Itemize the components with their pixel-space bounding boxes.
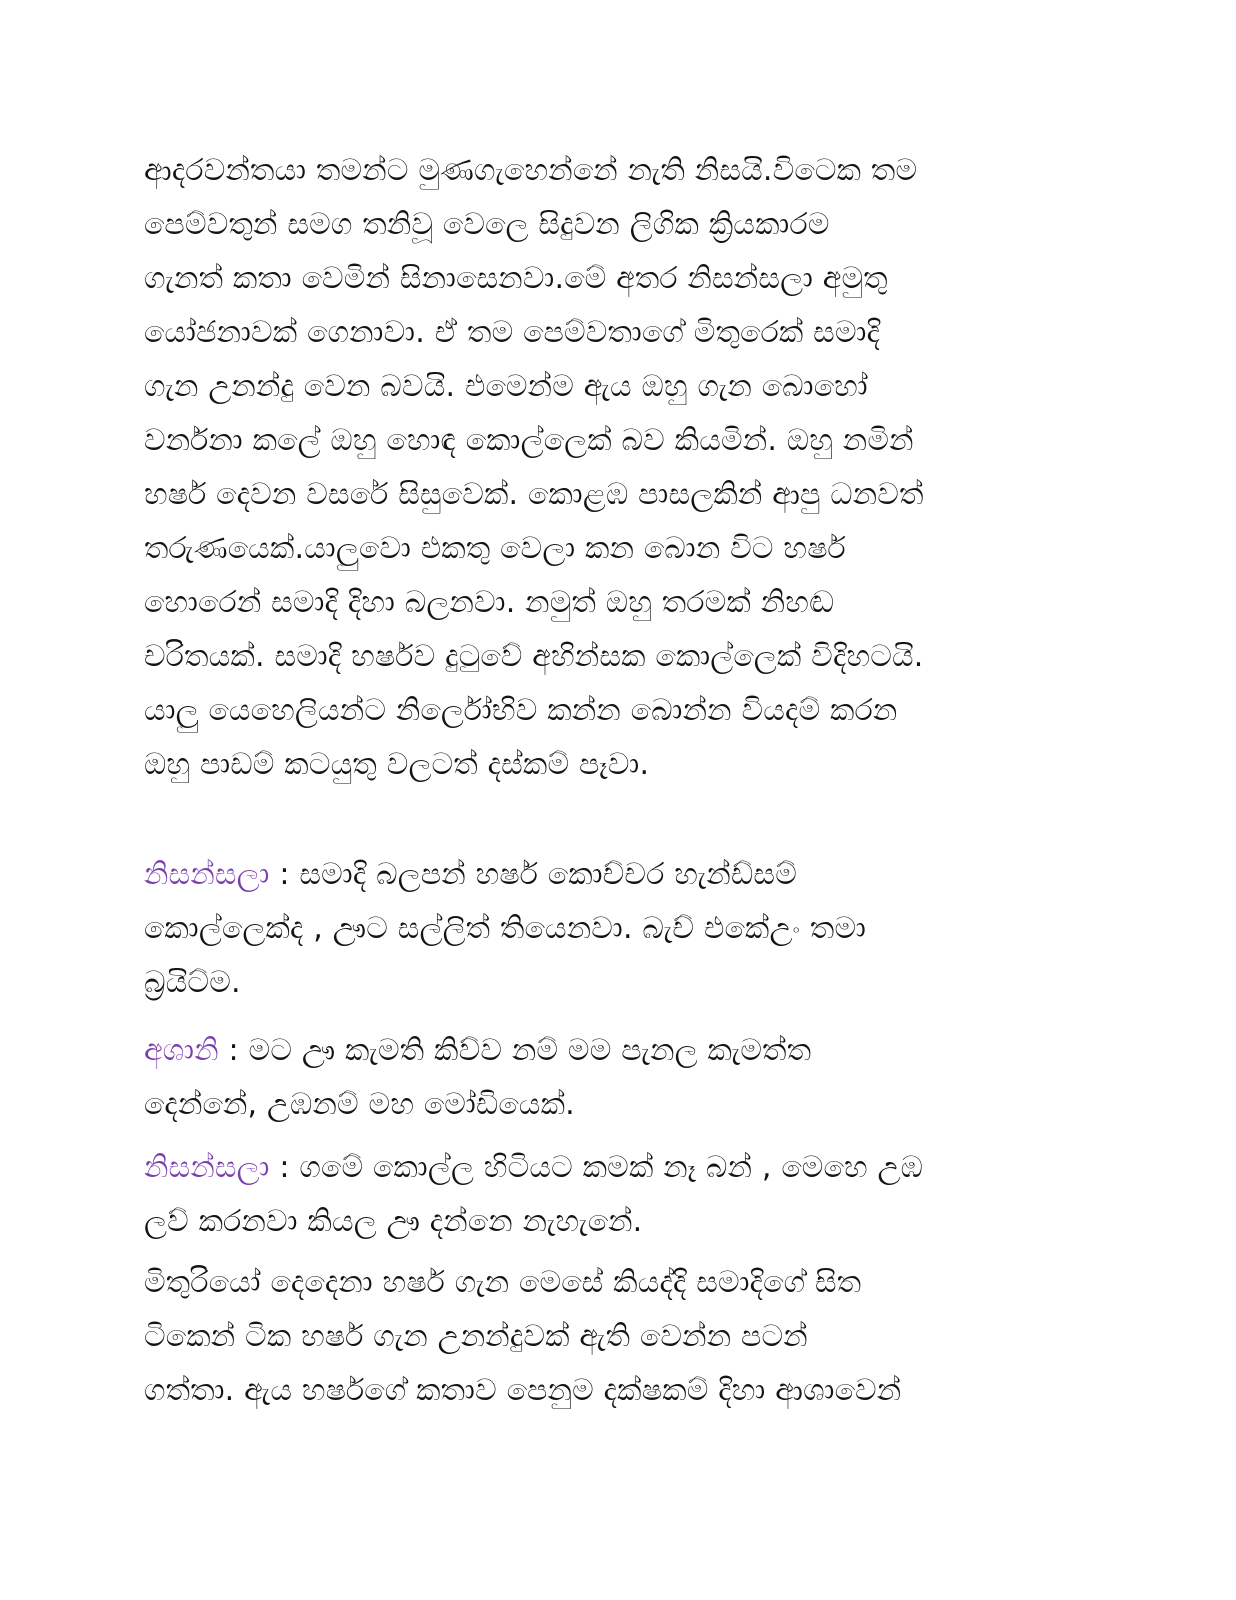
paragraph-line: ටිකෙන් ටික හර්ෂ ගැන උනන්දුවක් ඇති වෙන්න පටන් [144,1319,808,1354]
dialogue-entry [144,1024,1084,1132]
paragraph-line: ආදරවන්තයා තමන්ට මුණගැහෙන්නේ නැති නිසයි.විටෙක තම [144,153,918,188]
dialogue-line: ලව් කරනවා කියල ඌ දන්නෙ නැහැනේ. [144,1204,643,1239]
paragraph-line: චරිතයක්. සමාදි හර්ෂව දුටුවේ අහින්සක කොල්ලෙක් විදිහටයි. [144,639,924,674]
dialogue-line: කොල්ලෙක්ද , ඌට සල්ලිත් තියෙනවා. බැච් එකේඋං තමා [144,911,867,946]
paragraph-line: හර්ෂ දෙවන වසරේ සිසුවෙක්. කොළඹ පාසලකින් ආපු ධනවත් [144,477,924,512]
dialogue-line: දෙන්නේ, උඹනම් මහ මෝඩියෙක්. [144,1087,575,1122]
dialogue-line: බ්‍රයිට්ම. [144,965,241,1000]
paragraph-line: ගත්තා. ඇය හර්ෂගේ කතාව පෙනුම දක්ෂකම් දිහා ආශාවෙන් [144,1373,902,1408]
paragraph-line: ගැන උනන්දු වෙන බවයි. එමෙන්ම ඇය ඔහු ගැන බොහෝ [144,369,868,404]
outro-paragraph [144,1256,1084,1418]
dialogue-text: : ගමේ කොල්ල හිටියට කමක් නෑ බන් , මෙහෙ උඹ [269,1150,924,1185]
paragraph-line: ඔහු පාඩම් කටයුතු වලටත් දස්කම් පෑවා. [144,747,650,782]
intro-paragraph [144,144,1084,792]
paragraph-line: ගැනත් කතා වෙමින් සිනාසෙනවා.මේ අතර නිසන්සලා අමුතු [144,261,888,296]
dialogue-first-line [144,1024,1084,1078]
paragraph-line: තරුණයෙක්.යාලුවො එකතු වෙලා කන බොන විට හර්ෂ [144,531,846,566]
dialogue-entry [144,848,1084,1010]
paragraph-line: යෝජනාවක් ගෙනාවා. ඒ තම පෙම්වතාගේ මිතුරෙක් සමාදි [144,315,881,350]
dialogue-text: : සමාදි බලපන් හර්ෂ කොච්චර හැන්ඩ්සම් [269,857,797,892]
paragraph-line: යාලු යෙහෙලියන්ට නිර්ලෝභිව කන්න බොන්න වියදම් කරන [144,693,898,728]
dialogue-first-line [144,848,1084,902]
dialogue-entry [144,1141,1084,1249]
dialogue-text: : මට ඌ කැමති කිව්ව නම් මම පැනල කැමත්ත [218,1033,812,1068]
paragraph-line: පෙම්වතුන් සමග තනිවූ වෙලෙ සිදුවන ලිගික ක්‍රියකාරම [144,207,830,242]
speaker-name: නිසන්සලා [144,1150,270,1185]
dialogue-first-line [144,1141,1084,1195]
paragraph-line: හොරෙන් සමාදි දිහා බලනවා. නමුත් ඔහු තරමක් නිහඬ [144,585,835,620]
speaker-name: නිසන්සලා [144,857,270,892]
paragraph-line: මිතුරියෝ දෙදෙනා හර්ෂ ගැන මෙසේ කියද්දි සමාදිගේ සිත [144,1265,862,1300]
paragraph-line: වර්නනා කලේ ඔහු හොඳ කොල්ලෙක් බව කියමින්. ඔහු නමින් [144,423,914,458]
speaker-name: අශානි [144,1033,219,1068]
